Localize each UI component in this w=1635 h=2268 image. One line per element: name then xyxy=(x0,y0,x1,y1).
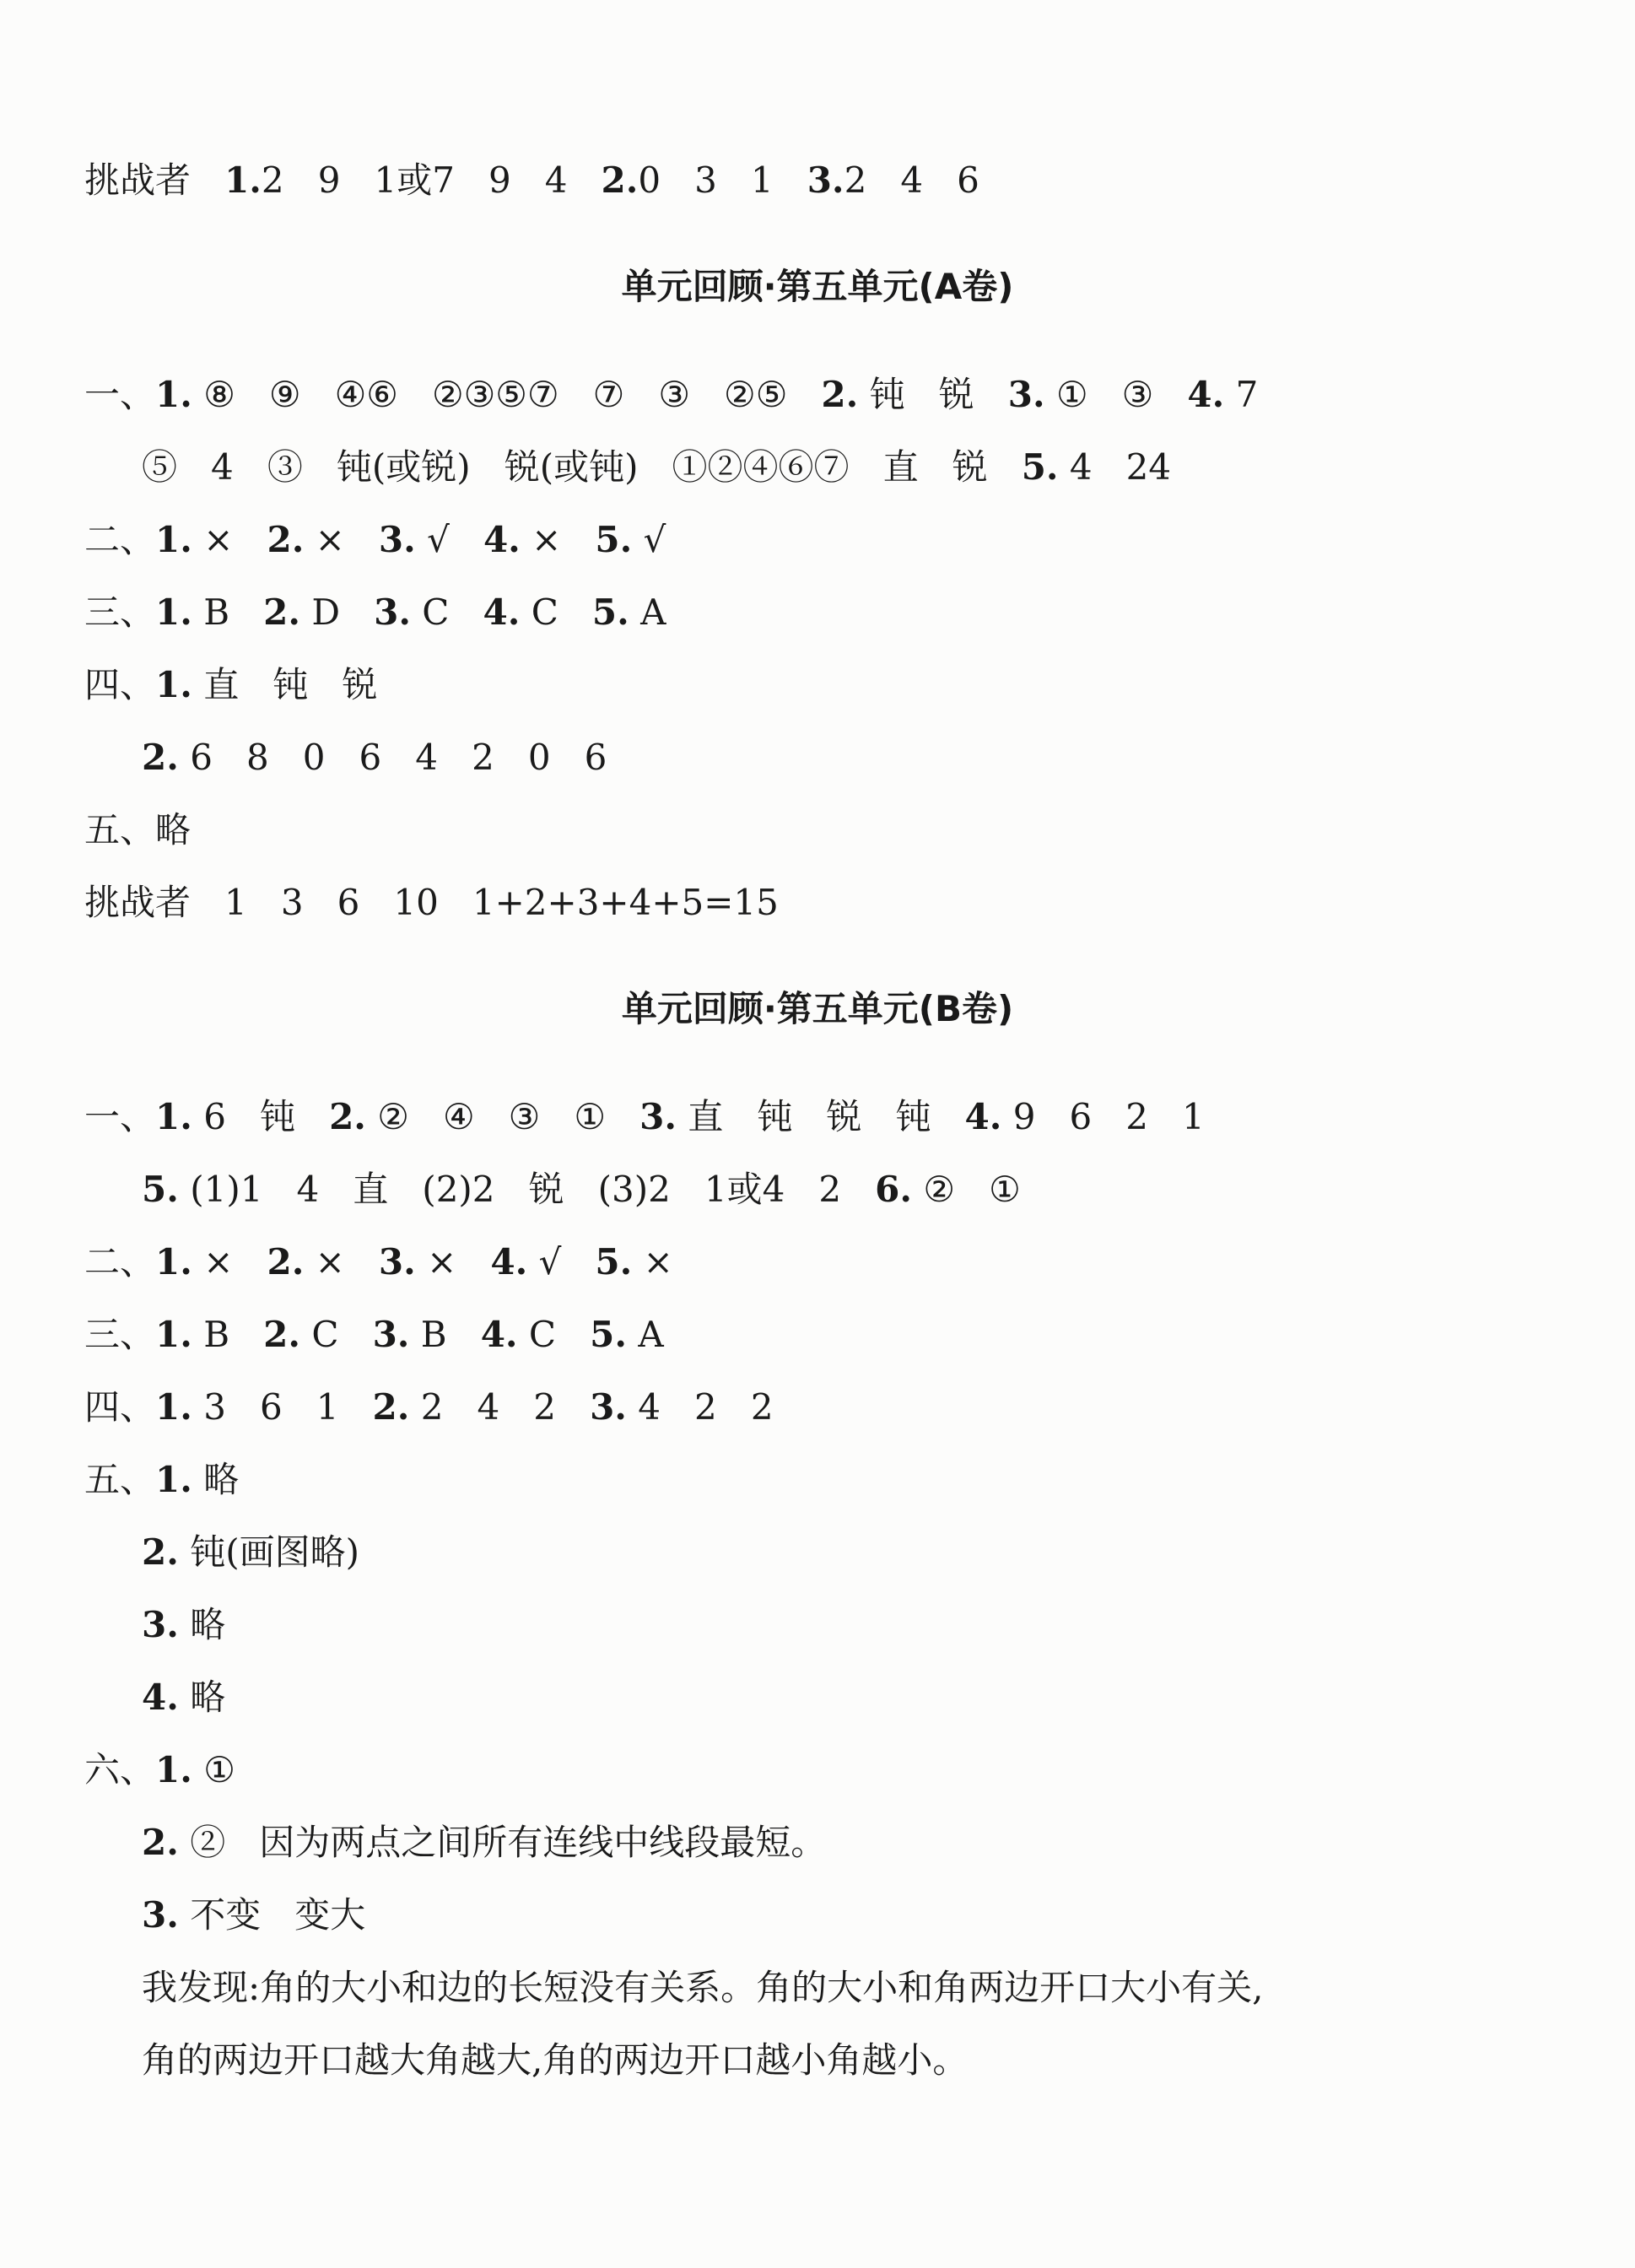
item-number: 2. xyxy=(263,1314,301,1355)
answer-line xyxy=(142,1819,826,1866)
item-number: 5. xyxy=(590,1314,627,1355)
item-number: 3. xyxy=(378,1241,416,1282)
answer-line xyxy=(84,1384,774,1431)
item-number: 2. xyxy=(601,159,639,201)
item-number: 6. xyxy=(875,1169,913,1210)
item-number: 1. xyxy=(224,159,262,201)
answer-text: 单元回顾·第五单元(A卷) xyxy=(621,266,1014,307)
answer-text: 4 2 2 xyxy=(626,1386,774,1428)
answer-text: 不变 变大 xyxy=(178,1894,366,1936)
answer-text: × xyxy=(304,519,379,560)
item-number: 3. xyxy=(807,159,844,201)
answer-text: √ xyxy=(632,519,666,560)
answer-text: 四、 xyxy=(84,1386,156,1428)
item-number: 3. xyxy=(142,1894,179,1936)
answer-text: C xyxy=(520,591,592,633)
item-number: 4. xyxy=(483,591,521,633)
answer-line xyxy=(142,1166,1021,1213)
item-number: 2. xyxy=(263,591,301,633)
item-number: 1. xyxy=(155,591,192,633)
answer-text: 挑战者 xyxy=(84,159,225,201)
answer-text: 2 9 1或7 9 4 xyxy=(261,159,602,201)
answer-text: ① xyxy=(192,1749,235,1790)
answer-line xyxy=(142,1892,365,1939)
answer-text: C xyxy=(517,1314,591,1355)
answer-line xyxy=(142,2037,968,2084)
answer-text: 6 钝 xyxy=(192,1096,330,1137)
answer-text: 二、 xyxy=(84,519,156,560)
item-number: 4. xyxy=(483,519,521,560)
item-number: 4. xyxy=(142,1677,179,1718)
answer-text: × xyxy=(520,519,596,560)
answer-text: 一、 xyxy=(84,1096,156,1137)
answer-text: ② ① xyxy=(912,1169,1021,1210)
answer-text: ② ④ ③ ① xyxy=(365,1096,640,1137)
answer-text: 我发现:角的大小和边的长短没有关系。角的大小和角两边开口大小有关, xyxy=(142,1967,1264,2008)
answer-line xyxy=(142,1529,359,1576)
answer-text: × xyxy=(632,1241,673,1282)
answer-line xyxy=(84,1239,673,1286)
item-number: 3. xyxy=(374,591,411,633)
item-number: 5. xyxy=(595,519,633,560)
item-number: 4. xyxy=(480,1314,518,1355)
item-number: 2. xyxy=(267,519,305,560)
item-number: 3. xyxy=(372,1314,410,1355)
item-number: 4. xyxy=(1187,374,1225,415)
answer-line xyxy=(84,589,666,636)
answer-text: × xyxy=(192,519,267,560)
item-number: 2. xyxy=(329,1096,366,1137)
answer-text: 2 4 6 xyxy=(844,159,979,201)
answer-text: 钝 锐 xyxy=(858,374,1008,415)
item-number: 3. xyxy=(590,1386,627,1428)
item-number: 2. xyxy=(142,737,179,778)
answer-text: ② 因为两点之间所有连线中线段最短。 xyxy=(178,1822,827,1863)
answer-text: D xyxy=(300,591,375,633)
answer-line xyxy=(84,1094,1205,1141)
section-heading xyxy=(0,263,1635,310)
item-number: 5. xyxy=(595,1241,633,1282)
item-number: 1. xyxy=(155,374,192,415)
answer-line xyxy=(84,371,1258,418)
item-number: 5. xyxy=(591,591,629,633)
answer-text: 直 钝 锐 xyxy=(192,664,378,705)
answer-text: 直 钝 锐 钝 xyxy=(676,1096,965,1137)
answer-text: 0 3 1 xyxy=(638,159,807,201)
item-number: 3. xyxy=(142,1604,179,1645)
answer-line xyxy=(142,734,607,781)
answer-text: C xyxy=(410,591,483,633)
answer-line xyxy=(142,1601,225,1649)
answer-text: ⑤ 4 ③ 钝(或锐) 锐(或钝) ①②④⑥⑦ 直 锐 xyxy=(142,446,1022,488)
answer-line xyxy=(84,1456,239,1504)
answer-text: (1)1 4 直 (2)2 锐 (3)2 1或4 2 xyxy=(178,1169,876,1210)
answer-text: 五、略 xyxy=(84,809,192,850)
item-number: 1. xyxy=(155,519,192,560)
item-number: 1. xyxy=(155,1459,192,1500)
answer-text: 三、 xyxy=(84,591,156,633)
answer-text: 六、 xyxy=(84,1749,156,1790)
answer-text: ⑧ ⑨ ④⑥ ②③⑤⑦ ⑦ ③ ②⑤ xyxy=(192,374,822,415)
answer-text: 略 xyxy=(178,1677,226,1718)
answer-text: 五、 xyxy=(84,1459,156,1500)
answer-text: C xyxy=(300,1314,373,1355)
answer-text: 挑战者 1 3 6 10 1+2+3+4+5=15 xyxy=(84,882,779,923)
answer-text: 单元回顾·第五单元(B卷) xyxy=(621,988,1014,1029)
answer-text: 三、 xyxy=(84,1314,156,1355)
answer-text: 一、 xyxy=(84,374,156,415)
item-number: 3. xyxy=(639,1096,677,1137)
answer-text: × xyxy=(304,1241,379,1282)
answer-text: 7 xyxy=(1224,374,1259,415)
answer-text: 2 4 2 xyxy=(409,1386,591,1428)
answer-line xyxy=(142,444,1171,491)
answer-line xyxy=(84,157,979,204)
item-number: 2. xyxy=(142,1531,179,1573)
item-number: 1. xyxy=(155,1096,192,1137)
answer-text: 3 6 1 xyxy=(192,1386,373,1428)
item-number: 4. xyxy=(490,1241,528,1282)
answer-text: 略 xyxy=(192,1459,240,1500)
item-number: 1. xyxy=(155,1314,192,1355)
item-number: 4. xyxy=(964,1096,1002,1137)
item-number: 2. xyxy=(267,1241,305,1282)
item-number: 5. xyxy=(142,1169,179,1210)
answer-text: B xyxy=(409,1314,481,1355)
answer-line xyxy=(142,1674,225,1721)
answer-line xyxy=(84,879,779,926)
answer-text: 二、 xyxy=(84,1241,156,1282)
answer-text: √ xyxy=(415,519,483,560)
answer-text: 略 xyxy=(178,1604,226,1645)
item-number: 1. xyxy=(155,1386,192,1428)
answer-text: × xyxy=(192,1241,267,1282)
item-number: 2. xyxy=(821,374,859,415)
item-number: 1. xyxy=(155,1241,192,1282)
answer-text: 9 6 2 1 xyxy=(1001,1096,1205,1137)
item-number: 3. xyxy=(378,519,416,560)
answer-text: 4 24 xyxy=(1058,446,1172,488)
item-number: 2. xyxy=(372,1386,410,1428)
answer-line xyxy=(84,1747,235,1794)
answer-text: √ xyxy=(527,1241,596,1282)
answer-line xyxy=(142,1964,1264,2012)
answer-text: × xyxy=(415,1241,491,1282)
section-heading xyxy=(0,986,1635,1033)
answer-line xyxy=(84,662,377,709)
answer-line xyxy=(84,807,191,854)
item-number: 1. xyxy=(155,664,192,705)
answer-line xyxy=(84,516,666,564)
answer-text: A xyxy=(629,591,666,633)
answer-text: 钝(画图略) xyxy=(178,1531,359,1573)
answer-text: 6 8 0 6 4 2 0 6 xyxy=(178,737,607,778)
answer-text: A xyxy=(626,1314,664,1355)
item-number: 1. xyxy=(155,1749,192,1790)
answer-text: 四、 xyxy=(84,664,156,705)
item-number: 5. xyxy=(1021,446,1059,488)
answer-text: 角的两边开口越大角越大,角的两边开口越小角越小。 xyxy=(142,2039,969,2081)
answer-line xyxy=(84,1311,664,1358)
answer-text: B xyxy=(192,1314,264,1355)
item-number: 3. xyxy=(1007,374,1045,415)
answer-text: B xyxy=(192,591,264,633)
item-number: 2. xyxy=(142,1822,179,1863)
answer-text: ① ③ xyxy=(1044,374,1188,415)
